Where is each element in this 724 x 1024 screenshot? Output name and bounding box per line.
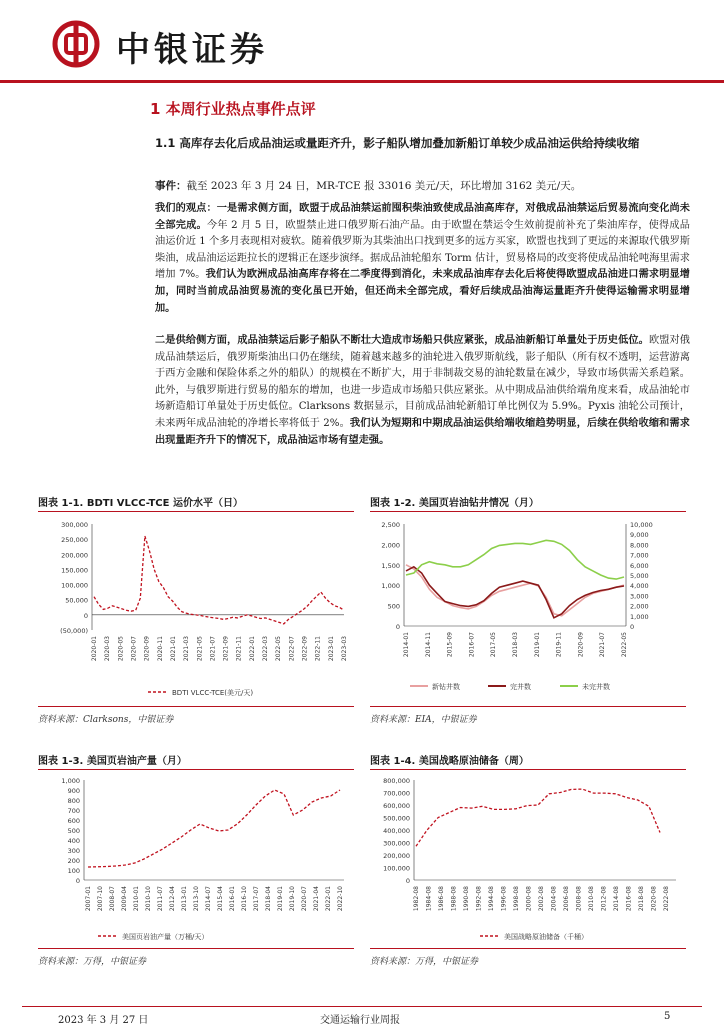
y-left-tick-label: 0 — [395, 623, 400, 631]
x-tick-label: 2017-05 — [490, 632, 498, 658]
series-line — [416, 789, 660, 846]
x-tick-label: 2012-08 — [600, 886, 608, 912]
x-tick-label: 2010-10 — [145, 886, 152, 912]
x-tick-label: 2019-11 — [555, 632, 563, 658]
x-tick-label: 2021-09 — [222, 636, 230, 662]
x-tick-label: 2023-01 — [327, 636, 335, 662]
x-tick-label: 2006-08 — [563, 886, 570, 912]
paragraph-supply — [155, 333, 690, 449]
legend-label: BDTI VLCC-TCE(美元/天) — [172, 689, 254, 697]
x-tick-label: 1996-08 — [500, 886, 508, 912]
figure-divider — [370, 948, 686, 949]
y-tick-label: 100,000 — [383, 864, 410, 873]
y-tick-label: 200,000 — [61, 551, 88, 560]
y-right-tick-label: 7,000 — [630, 551, 649, 560]
series-line — [406, 567, 624, 618]
y-right-tick-label: 8,000 — [630, 541, 649, 550]
x-tick-label: 1998-08 — [513, 886, 520, 912]
x-tick-label: 2018-04 — [265, 886, 272, 912]
x-tick-label: 1984-08 — [425, 886, 433, 912]
y-tick-label: 0 — [405, 877, 410, 885]
paragraph-body: 欧盟对俄成品油禁运后，俄罗斯柴油出口仍在继续，随着越来越多的油轮进入俄罗斯航线，影子船队（所有权不透明，运营游离于西方金融和保险体系之外的船队）的规模在不断扩大，用于非制裁交易的油轮数量在减少，导致市场供需关系趋紧。此外，与俄罗斯进行贸易的船东的增加，也进一步造成市场船只供应紧张。从中期成品油供给端角度来看，成品油轮市场新造船订单量处于历史低位。Clarksons 数据显示，目前成品油轮新船订单比例仅为 5.9%。Pyxis 油轮公司预计，未来两年成品油轮的净增长率将低于 2%。 — [155, 335, 690, 429]
y-left-tick-label: 2,500 — [381, 521, 400, 529]
x-tick-label: 2018-08 — [638, 886, 645, 912]
x-tick-label: 2019-01 — [533, 632, 541, 658]
y-right-tick-label: 9,000 — [630, 531, 649, 540]
x-tick-label: 2014-07 — [205, 886, 212, 912]
x-tick-label: 2020-08 — [650, 886, 658, 912]
x-tick-label: 2022-07 — [288, 636, 296, 662]
legend-label: 完井数 — [510, 683, 531, 691]
x-tick-label: 2014-08 — [613, 886, 620, 912]
x-tick-label: 2020-11 — [156, 636, 164, 662]
x-tick-label: 2020-09 — [143, 636, 151, 662]
x-tick-label: 1992-08 — [475, 886, 483, 912]
y-tick-label: 300 — [67, 847, 80, 855]
x-tick-label: 2013-01 — [181, 886, 188, 912]
y-tick-label: 100 — [67, 867, 80, 875]
x-tick-label: 2021-04 — [313, 886, 320, 912]
x-tick-label: 2007-10 — [97, 886, 104, 912]
y-tick-label: 300,000 — [383, 839, 410, 848]
y-right-tick-label: 5,000 — [630, 572, 649, 580]
x-tick-label: 2016-08 — [625, 886, 633, 912]
figure-source: 资料来源：万得，中银证券 — [38, 957, 147, 967]
y-tick-label: 150,000 — [61, 566, 88, 575]
figure-divider — [370, 511, 686, 512]
x-tick-label: 2016-01 — [229, 886, 236, 912]
y-left-tick-label: 1,500 — [381, 561, 400, 570]
y-tick-label: 700,000 — [383, 789, 410, 798]
y-tick-label: 500 — [67, 827, 80, 835]
series-line — [406, 565, 624, 616]
x-tick-label: 2000-08 — [525, 886, 533, 912]
paragraph-conclusion: 我们认为欧洲成品油高库存将在二季度得到消化，未来成品油库存去化后将使得欧盟成品油进口需求明显增加，同时当前成品油贸易流的变化虽已开始，但还尚未全部完成，看好后续成品油海运量距齐升使得运输需求明显增加。 — [155, 269, 690, 314]
y-tick-label: 500,000 — [383, 814, 410, 823]
x-tick-label: 2019-10 — [289, 886, 296, 912]
y-right-tick-label: 3,000 — [630, 592, 649, 601]
x-tick-label: 2004-08 — [550, 886, 558, 912]
y-tick-label: 200,000 — [383, 852, 410, 860]
x-tick-label: 2022-09 — [301, 636, 309, 662]
vlcc-tce-chart — [38, 514, 354, 700]
figure-source: 资料来源：EIA，中银证券 — [370, 715, 477, 725]
x-tick-label: 2023-03 — [341, 636, 348, 662]
footer-report-name: 交通运输行业周报 — [320, 1015, 400, 1024]
x-tick-label: 2022-05 — [275, 636, 283, 662]
figure-title: 图表 1-3. 美国页岩油产量（月） — [38, 756, 187, 767]
x-tick-label: 2021-05 — [196, 636, 204, 662]
x-tick-label: 2022-01 — [325, 886, 332, 912]
spr-chart — [370, 772, 686, 944]
x-tick-label: 2021-07 — [599, 632, 607, 658]
figure-title: 图表 1-2. 美国页岩油钻井情况（月） — [370, 498, 539, 509]
x-tick-label: 2017-07 — [253, 886, 260, 912]
x-tick-label: 2022-10 — [337, 886, 344, 912]
footer-divider — [22, 1006, 702, 1007]
y-tick-label: 200 — [67, 857, 80, 865]
x-tick-label: 2020-09 — [577, 632, 585, 658]
y-tick-label: 300,000 — [61, 521, 88, 529]
page-number: 5 — [664, 1011, 671, 1022]
y-tick-label: 400,000 — [383, 827, 410, 835]
x-tick-label: 2022-08 — [663, 886, 670, 912]
x-tick-label: 1990-08 — [463, 886, 470, 912]
x-tick-label: 2009-04 — [121, 886, 128, 912]
shale-output-chart — [38, 772, 354, 944]
figure-source: 资料来源：万得，中银证券 — [370, 957, 479, 967]
event-text: 截至 2023 年 3 月 24 日，MR-TCE 报 33016 美元/天，环比增加 3162 美元/天。 — [186, 180, 582, 192]
legend-label: 美国战略原油储备（千桶） — [504, 933, 588, 941]
x-tick-label: 2021-01 — [169, 636, 177, 662]
x-tick-label: 2008-08 — [575, 886, 583, 912]
legend-label: 新钻井数 — [432, 683, 460, 691]
y-right-tick-label: 6,000 — [630, 561, 649, 570]
page-header — [0, 0, 724, 82]
section-title: 1 本周行业热点事件点评 — [150, 100, 316, 118]
y-tick-label: 700 — [67, 807, 80, 815]
x-tick-label: 2020-07 — [130, 636, 138, 662]
x-tick-label: 2015-04 — [217, 886, 224, 912]
shale-drilling-chart — [370, 514, 686, 700]
x-tick-label: 1994-08 — [488, 886, 495, 912]
y-left-tick-label: 500 — [387, 602, 400, 611]
x-tick-label: 2019-01 — [277, 886, 284, 912]
x-tick-label: 2012-04 — [169, 886, 176, 912]
x-tick-label: 2010-08 — [588, 886, 595, 912]
figure-divider — [38, 511, 354, 512]
x-tick-label: 2021-03 — [183, 636, 191, 662]
section-subtitle: 1.1 高库存去化后成品油运或量距齐升，影子船队增加叠加新船订单较少成品油运供给持续收缩 — [155, 136, 640, 150]
y-tick-label: 900 — [67, 787, 80, 795]
paragraph-lead: 二是供给侧方面，成品油禁运后影子船队不断壮大造成市场船只供应紧张，成品油新船订单量处于历史低位。 — [155, 335, 649, 346]
x-tick-label: 2020-01 — [91, 636, 98, 662]
figure-divider — [38, 706, 354, 707]
y-tick-label: 800 — [67, 797, 80, 805]
series-line — [406, 540, 624, 579]
x-tick-label: 2008-07 — [109, 886, 116, 912]
x-tick-label: 2014-11 — [424, 632, 432, 658]
x-tick-label: 2022-11 — [314, 636, 322, 662]
x-tick-label: 1988-08 — [450, 886, 458, 912]
y-tick-label: 400 — [67, 837, 80, 845]
y-tick-label: 250,000 — [61, 536, 88, 545]
x-tick-label: 1982-08 — [413, 886, 420, 912]
header-divider — [0, 80, 724, 83]
x-tick-label: 2022-03 — [262, 636, 270, 662]
x-tick-label: 2007-01 — [85, 886, 92, 912]
y-tick-label: 600 — [67, 817, 80, 825]
x-tick-label: 2021-07 — [209, 636, 217, 662]
x-tick-label: 2014-01 — [403, 632, 410, 658]
y-right-tick-label: 4,000 — [630, 582, 649, 591]
event-label: 事件： — [155, 180, 187, 192]
x-tick-label: 2018-03 — [512, 632, 519, 658]
y-left-tick-label: 2,000 — [381, 541, 400, 550]
y-tick-label: 0 — [75, 877, 80, 885]
figure-divider — [38, 769, 354, 770]
paragraph-body: 今年 2 月 5 日，欧盟禁止进口俄罗斯石油产品。由于欧盟在禁运令生效前提前补充了柴油库存，使得成品油运价近 1 个多月表现相对疲软。随着俄罗斯为其柴油出口找到更多的远方买家，欧盟也找到了更远的来源取代俄罗斯柴油，成品油运运距拉长的逻辑正在逐步演绎。据成品油轮船东 Torm 估计，贸易格局的改变将使成品油轮吨海里需求增加 7%。 — [155, 219, 690, 281]
figure-divider — [370, 706, 686, 707]
figure-title: 图表 1-1. BDTI VLCC-TCE 运价水平（日） — [38, 498, 243, 509]
figure-divider — [370, 769, 686, 770]
y-tick-label: 600,000 — [383, 802, 410, 810]
x-tick-label: 2022-01 — [248, 636, 256, 662]
legend-label: 美国页岩油产量（万桶/天） — [122, 933, 209, 941]
figure-title: 图表 1-4. 美国战略原油储备（周） — [370, 756, 529, 767]
x-tick-label: 2020-03 — [104, 636, 112, 662]
x-tick-label: 1986-08 — [438, 886, 445, 912]
x-tick-label: 2015-09 — [446, 632, 454, 658]
y-left-tick-label: 1,000 — [381, 582, 400, 591]
event-line — [155, 178, 690, 195]
y-tick-label: 100,000 — [61, 581, 88, 590]
y-right-tick-label: 2,000 — [630, 602, 649, 611]
figure-source: 资料来源：Clarksons，中银证券 — [38, 715, 174, 725]
x-tick-label: 2010-01 — [133, 886, 140, 912]
y-tick-label: 50,000 — [65, 596, 88, 605]
brand-name: 中银证券 — [116, 30, 268, 70]
figure-divider — [38, 948, 354, 949]
y-right-tick-label: 10,000 — [630, 521, 653, 529]
paragraph-lead: 我们的观点：一是需求侧方面，欧盟于成品油禁运前囤积柴油致使成品油高库存，对俄成品油禁运后贸易流向变化尚未全部完成。 — [155, 203, 690, 231]
y-right-tick-label: 1,000 — [630, 612, 649, 621]
x-tick-label: 2022-05 — [621, 632, 628, 658]
x-tick-label: 2016-10 — [241, 886, 248, 912]
x-tick-label: 2020-05 — [117, 636, 125, 662]
bank-of-china-logo-icon — [52, 20, 100, 68]
legend-label: 未完井数 — [582, 683, 610, 691]
y-tick-label: 0 — [83, 611, 88, 620]
paragraph-demand — [155, 201, 690, 317]
y-tick-label: 800,000 — [383, 777, 410, 785]
paragraph-conclusion: 我们认为短期和中期成品油运供给端收缩趋势明显，后续在供给收缩和需求出现量距齐升下的情况下，成品油运市场有望走强。 — [155, 417, 690, 446]
y-right-tick-label: 0 — [630, 623, 635, 631]
y-tick-label: 1,000 — [61, 777, 80, 785]
y-tick-label: (50,000) — [60, 627, 88, 635]
x-tick-label: 2016-07 — [468, 632, 476, 658]
x-tick-label: 2021-11 — [235, 636, 243, 662]
x-tick-label: 2002-08 — [538, 886, 545, 912]
x-tick-label: 2011-07 — [157, 886, 164, 912]
x-tick-label: 2020-07 — [301, 886, 308, 912]
footer-date: 2023 年 3 月 27 日 — [58, 1015, 149, 1024]
series-line — [94, 536, 344, 624]
series-line — [88, 790, 340, 867]
x-tick-label: 2013-10 — [193, 886, 200, 912]
